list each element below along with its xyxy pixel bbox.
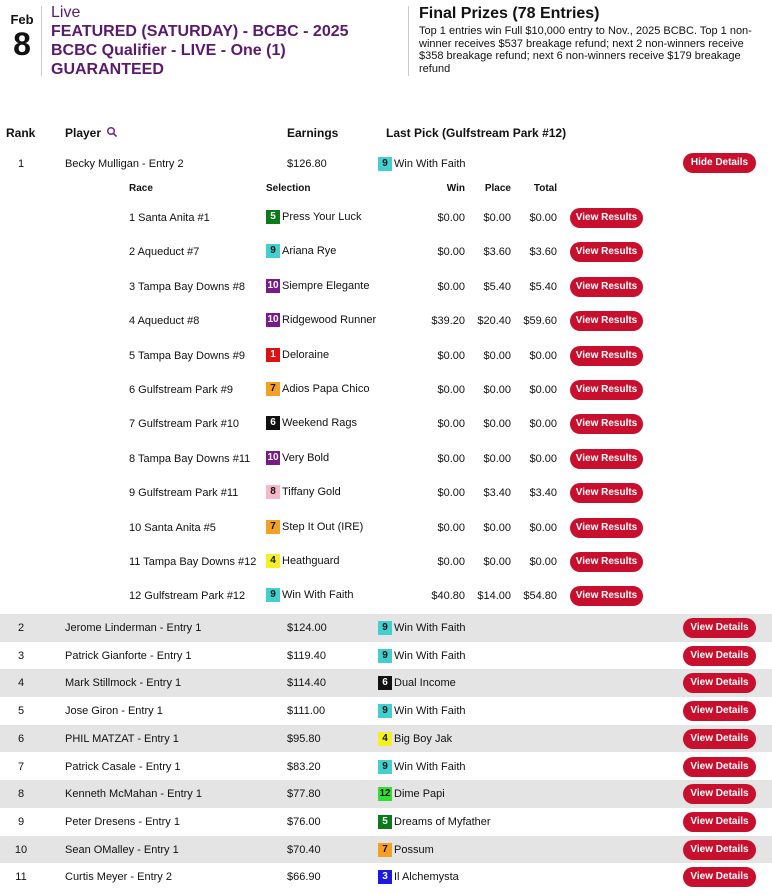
details-header — [0, 183, 772, 197]
view-results-button[interactable]: View Results — [570, 552, 643, 572]
post-number-badge: 9 — [378, 649, 392, 663]
leaderboard-row — [0, 725, 772, 753]
hide-details-button[interactable]: Hide Details — [683, 153, 756, 173]
horse-name: Ridgewood Runner — [282, 314, 377, 327]
last-pick — [378, 621, 466, 635]
header-divider-2 — [408, 6, 409, 76]
place-value: $0.00 — [483, 556, 511, 568]
place-value: $0.00 — [483, 452, 511, 465]
place-value: $3.60 — [483, 246, 511, 259]
post-number-badge: 1 — [266, 348, 280, 362]
view-details-button[interactable]: View Details — [683, 618, 756, 638]
total-value: $5.40 — [529, 280, 557, 293]
earnings-header: Earnings — [287, 126, 339, 140]
view-results-button[interactable]: View Results — [570, 311, 643, 331]
horse-name: Heathguard — [282, 555, 340, 567]
rank-value: 7 — [17, 760, 25, 773]
selection — [266, 313, 376, 327]
rank-value: 10 — [14, 843, 28, 856]
total-value: $0.00 — [529, 349, 557, 362]
selection — [266, 554, 340, 568]
earnings-value: $119.40 — [287, 649, 326, 662]
player-header: Player — [65, 126, 102, 140]
player-name: Becky Mulligan - Entry 2 — [65, 158, 184, 170]
contest-title-block — [51, 4, 391, 79]
rank-value: 11 — [15, 871, 27, 884]
horse-name: Weekend Rags — [282, 417, 358, 430]
horse-name: Possum — [394, 843, 434, 856]
win-value: $0.00 — [437, 487, 465, 500]
earnings-value: $66.90 — [287, 871, 321, 884]
prize-block — [419, 5, 769, 75]
total-value: $54.80 — [523, 590, 557, 603]
horse-name: Siempre Elegante — [282, 279, 370, 292]
horse-name: Win With Faith — [394, 622, 466, 634]
post-number-badge: 7 — [378, 843, 392, 857]
player-name: Patrick Gianforte - Entry 1 — [65, 649, 192, 662]
player-name: Jerome Linderman - Entry 1 — [65, 622, 202, 634]
earnings-value: $83.20 — [287, 760, 321, 773]
leaderboard-row — [0, 863, 772, 891]
race-name: 1 Santa Anita #1 — [129, 212, 210, 224]
horse-name: Il Alchemysta — [394, 871, 459, 884]
leaderboard-row — [0, 669, 772, 697]
selection — [266, 382, 369, 396]
selection-header: Selection — [266, 183, 311, 194]
post-number-badge: 9 — [266, 588, 280, 602]
race-detail-row — [0, 310, 772, 334]
race-name: 9 Gulfstream Park #11 — [129, 487, 239, 500]
leaderboard-row — [0, 614, 772, 642]
race-name: 6 Gulfstream Park #9 — [129, 384, 233, 396]
race-detail-row — [0, 379, 772, 403]
player-name: Mark Stillmock - Entry 1 — [65, 677, 182, 690]
selection — [266, 348, 329, 362]
last-pick — [378, 815, 491, 829]
last-pick — [378, 676, 456, 690]
race-name: 11 Tampa Bay Downs #12 — [129, 556, 257, 568]
race-header: Race — [129, 183, 153, 194]
date-month: Feb — [10, 12, 34, 27]
leaderboard-row — [0, 753, 772, 781]
horse-name: Win With Faith — [394, 158, 466, 170]
post-number-badge: 9 — [378, 621, 392, 635]
player-name: Patrick Casale - Entry 1 — [65, 760, 181, 773]
place-header: Place — [484, 183, 511, 194]
earnings-value: $124.00 — [287, 622, 327, 634]
selection — [266, 485, 341, 499]
prize-description: Top 1 entries win Full $10,000 entry to Nov., 2025 BCBC. Top 1 non-winner receives $537 breakage refund; next 2 non-winners receive $358 breakage refund; next 6 non-winners receive $179 breakage refund — [419, 25, 752, 75]
selection — [266, 416, 357, 430]
post-number-badge: 9 — [378, 760, 392, 774]
last-pick-header: Last Pick (Gulfstream Park #12) — [386, 126, 567, 140]
last-pick — [378, 843, 434, 857]
place-value: $3.40 — [483, 487, 511, 500]
event-date — [6, 12, 38, 61]
total-header: Total — [533, 183, 557, 194]
win-value: $0.00 — [437, 280, 465, 293]
win-value: $0.00 — [437, 556, 465, 568]
horse-name: Press Your Luck — [282, 211, 362, 223]
post-number-badge: 3 — [378, 870, 392, 884]
player-name: Kenneth McMahan - Entry 1 — [65, 788, 202, 801]
total-value: $0.00 — [529, 521, 557, 534]
last-pick — [378, 870, 459, 884]
post-number-badge: 5 — [266, 210, 280, 224]
rank-value: 2 — [17, 622, 25, 634]
place-value: $0.00 — [483, 418, 511, 431]
selection — [266, 588, 354, 602]
post-number-badge: 8 — [266, 485, 280, 499]
last-pick — [378, 649, 466, 663]
selection — [266, 210, 362, 224]
view-results-button[interactable]: View Results — [570, 242, 643, 262]
leaderboard-row — [0, 780, 772, 808]
post-number-badge: 9 — [378, 704, 392, 718]
view-details-button[interactable]: View Details — [683, 784, 756, 804]
race-name: 5 Tampa Bay Downs #9 — [129, 349, 245, 362]
earnings-value: $111.00 — [287, 705, 326, 718]
leaderboard-header — [0, 124, 772, 142]
view-results-button[interactable]: View Results — [570, 518, 643, 538]
selection — [266, 279, 369, 293]
contest-title: FEATURED (SATURDAY) - BCBC - 2025 BCBC Qualifier - LIVE - One (1) GUARANTEED — [51, 23, 349, 78]
race-detail-row — [0, 345, 772, 369]
post-number-badge: 5 — [378, 815, 392, 829]
earnings-value: $70.40 — [287, 843, 321, 856]
horse-name: Adios Papa Chico — [282, 383, 370, 395]
win-value: $0.00 — [437, 418, 465, 431]
horse-name: Win With Faith — [282, 589, 354, 602]
horse-name: Dual Income — [394, 677, 456, 690]
race-detail-row — [0, 207, 772, 231]
race-name: 8 Tampa Bay Downs #11 — [129, 452, 251, 465]
race-name: 4 Aqueduct #8 — [129, 315, 200, 328]
rank-value: 3 — [17, 649, 25, 662]
rank-value: 6 — [17, 732, 25, 745]
last-pick — [378, 704, 466, 718]
view-details-button[interactable]: View Details — [683, 840, 756, 860]
win-value: $0.00 — [437, 349, 465, 362]
selection — [266, 244, 336, 258]
view-details-button[interactable]: View Details — [683, 757, 756, 777]
last-pick — [378, 760, 466, 774]
rank-value: 5 — [17, 705, 25, 718]
last-pick — [378, 157, 466, 171]
horse-name: Win With Faith — [394, 649, 466, 662]
earnings-value: $114.40 — [287, 677, 326, 690]
selection — [266, 520, 363, 534]
horse-name: Tiffany Gold — [282, 486, 341, 499]
total-value: $0.00 — [529, 556, 557, 568]
horse-name: Very Bold — [282, 451, 330, 464]
race-detail-row — [0, 517, 772, 541]
rank-value: 9 — [17, 815, 25, 828]
total-value: $3.60 — [529, 246, 557, 259]
post-number-badge: 7 — [266, 520, 280, 534]
leaderboard-row — [0, 697, 772, 725]
post-number-badge: 9 — [266, 244, 280, 258]
win-value: $0.00 — [437, 246, 465, 259]
rank-value: 4 — [17, 677, 25, 690]
horse-name: Dime Papi — [394, 788, 445, 801]
selection — [266, 451, 329, 465]
total-value: $3.40 — [529, 487, 557, 500]
player-name: Jose Giron - Entry 1 — [65, 705, 163, 718]
race-detail-row — [0, 413, 772, 437]
horse-name: Dreams of Myfather — [394, 815, 491, 828]
view-results-button[interactable]: View Results — [570, 380, 643, 400]
horse-name: Win With Faith — [394, 705, 466, 718]
race-name: 3 Tampa Bay Downs #8 — [129, 280, 245, 293]
place-value: $5.40 — [483, 280, 511, 293]
view-results-button[interactable]: View Results — [570, 414, 643, 434]
search-icon[interactable] — [106, 126, 118, 138]
total-value: $59.60 — [523, 315, 557, 328]
total-value: $0.00 — [529, 418, 557, 431]
total-value: $0.00 — [529, 212, 557, 224]
view-details-button[interactable]: View Details — [683, 729, 756, 749]
post-number-badge: 12 — [379, 788, 391, 800]
contest-status: Live — [51, 4, 81, 21]
total-value: $0.00 — [529, 452, 557, 465]
win-value: $0.00 — [437, 452, 465, 465]
view-details-button[interactable]: View Details — [683, 812, 756, 832]
view-results-button[interactable]: View Results — [570, 449, 643, 469]
win-value: $0.00 — [437, 384, 465, 396]
post-number-badge: 6 — [266, 416, 280, 430]
rank-value: 1 — [17, 158, 25, 170]
race-detail-row — [0, 551, 772, 575]
place-value: $14.00 — [477, 590, 511, 603]
post-number-badge: 10 — [267, 451, 279, 463]
player-name: Curtis Meyer - Entry 2 — [65, 871, 172, 884]
view-details-button[interactable]: View Details — [683, 867, 756, 887]
horse-name: Step It Out (IRE) — [282, 520, 364, 533]
race-name: 12 Gulfstream Park #12 — [129, 590, 246, 603]
player-name: Peter Dresens - Entry 1 — [65, 815, 180, 828]
prize-title: Final Prizes (78 Entries) — [419, 5, 600, 22]
player-name: Sean OMalley - Entry 1 — [65, 843, 179, 856]
race-detail-row — [0, 276, 772, 300]
earnings-value: $76.00 — [287, 815, 321, 828]
race-detail-row — [0, 482, 772, 506]
win-value: $40.80 — [431, 590, 465, 603]
post-number-badge: 6 — [378, 676, 392, 690]
race-name: 2 Aqueduct #7 — [129, 246, 200, 259]
race-detail-row — [0, 448, 772, 472]
win-value: $39.20 — [431, 315, 465, 328]
view-results-button[interactable]: View Results — [570, 483, 643, 503]
win-value: $0.00 — [437, 521, 465, 534]
last-pick — [378, 732, 452, 746]
earnings-value: $95.80 — [287, 732, 321, 745]
post-number-badge: 7 — [266, 382, 280, 396]
leaderboard-row — [0, 836, 772, 864]
horse-name: Ariana Rye — [282, 245, 337, 258]
post-number-badge: 4 — [266, 554, 280, 568]
place-value: $0.00 — [483, 384, 511, 396]
place-value: $0.00 — [483, 212, 511, 224]
view-results-button[interactable]: View Results — [570, 586, 643, 606]
earnings-value: $77.80 — [287, 788, 321, 801]
view-details-button[interactable]: View Details — [683, 701, 756, 721]
horse-name: Big Boy Jak — [394, 732, 453, 745]
leaderboard-row-expanded — [0, 152, 772, 176]
date-day: 8 — [13, 26, 31, 62]
view-results-button[interactable]: View Results — [570, 208, 643, 228]
horse-name: Win With Faith — [394, 760, 466, 773]
place-value: $0.00 — [483, 521, 511, 534]
win-header: Win — [446, 183, 465, 194]
view-details-button[interactable]: View Details — [683, 646, 756, 666]
rank-value: 8 — [17, 788, 25, 801]
post-number-badge: 10 — [267, 279, 279, 291]
leaderboard-row — [0, 642, 772, 670]
race-detail-row — [0, 585, 772, 609]
view-details-button[interactable]: View Details — [683, 673, 756, 693]
rank-header: Rank — [6, 126, 36, 140]
place-value: $0.00 — [483, 349, 511, 362]
view-results-button[interactable]: View Results — [570, 346, 643, 366]
post-number-badge: 9 — [378, 157, 392, 171]
race-name: 7 Gulfstream Park #10 — [129, 418, 240, 431]
win-value: $0.00 — [437, 212, 465, 224]
leaderboard-row — [0, 808, 772, 836]
view-results-button[interactable]: View Results — [570, 277, 643, 297]
player-name: PHIL MATZAT - Entry 1 — [65, 732, 179, 745]
place-value: $20.40 — [477, 315, 511, 328]
race-detail-row — [0, 241, 772, 265]
horse-name: Deloraine — [282, 348, 330, 361]
earnings-value: $126.80 — [287, 158, 327, 170]
total-value: $0.00 — [529, 384, 557, 396]
post-number-badge: 10 — [267, 314, 279, 326]
post-number-badge: 4 — [378, 732, 392, 746]
last-pick — [378, 787, 445, 801]
header-divider — [41, 6, 42, 76]
race-name: 10 Santa Anita #5 — [129, 521, 216, 534]
